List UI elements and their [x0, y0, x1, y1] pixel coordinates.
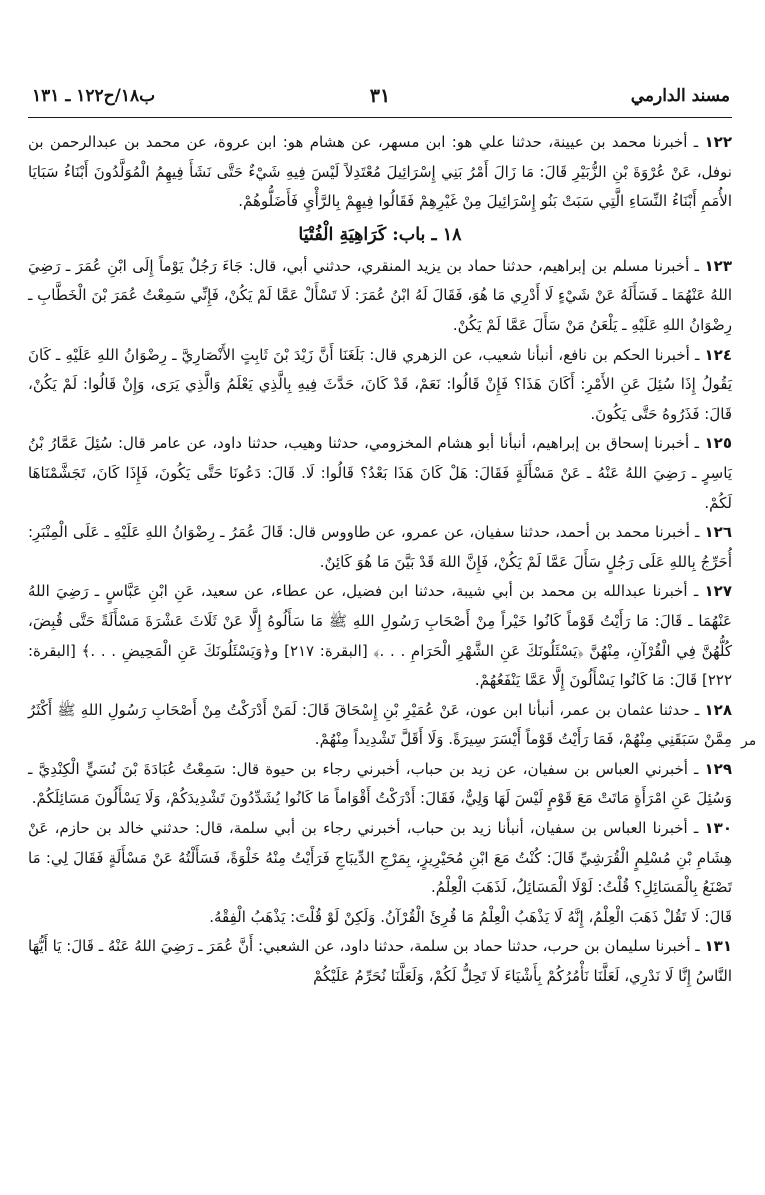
- page-header: [28, 84, 732, 114]
- hadith-text: ـ أخبرنا العباس بن سفيان، أنبأنا زيد بن حباب، أخبرني رجاء بن أبي سلمة، قال: حدثني خالد بن حازم، عَنْ هِشَامِ بْنِ مُسْلِمٍ الْقُرَشِيِّ قَالَ: كُنْتُ مَعَ ابْنِ مُحَيْرِيزٍ، بِمَرْجِ الدِّيبَاجِ فَرَأَيْتُ مِنْهُ خَلْوَةً، فَسَأَلْتُهُ عَنْ مَسْأَلَةٍ فَقَالَ لِي: مَا تَصْنَعُ بِالْمَسَائِلِ؟ قُلْتُ: لَوْلَا الْمَسَائِلُ، لَذَهَبَ الْعِلْمُ.: [28, 819, 732, 897]
- hadith-number: ١٢٨: [704, 700, 732, 719]
- hadith-130: [28, 814, 732, 903]
- hadith-text: ـ أخبرنا عبدالله بن محمد بن أبي شيبة، حدثنا ابن فضيل، عن عطاء، عن سعيد، عَنِ ابْنِ عَبَّاسٍ ـ رَضِيَ اللهُ عَنْهُمَا ـ قَالَ: مَا رَأَيْتُ قَوْماً كَانُوا خَيْراً مِنْ أَصْحَابِ رَسُولِ اللهِ ﷺ مَا سَأَلُوهُ إِلَّا عَنْ ثَلَاثَ عَشْرَةَ مَسْأَلَةً حَتَّى قُبِضَ، كُلُّهُنَّ فِي الْقُرْآنِ، مِنْهُنَّ ﴿يَسْئَلُونَكَ عَنِ الشَّهْرِ الْحَرَامِ . . .﴾ [البقرة: ٢١٧] و﴿وَيَسْئَلُونَكَ عَنِ الْمَحِيضِ . . .﴾ [البقرة: ٢٢٢] قَالَ: مَا كَانُوا يَسْأَلُونَ إِلَّا عَمَّا يَنْفَعُهُمْ.: [28, 582, 733, 690]
- hadith-122: [28, 128, 732, 217]
- hadith-text: ـ أخبرنا الحكم بن نافع، أنبأنا شعيب، عن الزهري قال: بَلَغَنَا أَنَّ زَيْدَ بْنَ ثَابِتٍ الأَنْصَارِيَّ ـ رِضْوَانُ اللهِ عَلَيْهِ ـ كَانَ يَقُولُ إِذَا سُئِلَ عَنِ الأَمْرِ: أَكَانَ هَذَا؟ فَإِنْ قَالُوا: نَعَمْ، قَدْ كَانَ، حَدَّثَ فِيهِ بِالَّذِي يَعْلَمُ وَالَّذِي يَرَى، وَإِنْ قَالُوا: لَمْ يَكُنْ، قَالَ: فَذَرُوهُ حَتَّى يَكُونَ.: [28, 345, 732, 423]
- header-rule: [28, 117, 732, 118]
- hadith-text: ـ أخبرنا محمد بن عيينة، حدثنا علي هو: ابن مسهر، عن هشام هو: ابن عروة، عن محمد بن عبدالرحمن بن نوفل، عَنْ عُرْوَةَ بْنِ الزُّبَيْرِ قَالَ: مَا زَالَ أَمْرُ بَنِي إِسْرَائِيلَ مُعْتَدِلاً لَيْسَ فِيهِ شَيْءٌ حَتَّى نَشَأَ فِيهِمُ الْمُوَلَّدُونَ أَبْنَاءُ سَبَايَا الأُمَمِ أَبْنَاءُ النِّسَاءِ الَّتِي سَبَتْ بَنُو إِسْرَائِيلَ مِنْ غَيْرِهِمْ فَقَالُوا فِيهِمْ بِالرَّأْيِ فَأَضَلُّوهُمْ.: [28, 133, 732, 211]
- book-title: مسند الدارمي: [630, 86, 730, 106]
- hadith-124: [28, 341, 732, 430]
- hadith-129: [28, 755, 732, 814]
- page-body: [28, 128, 732, 992]
- hadith-text: قَالَ: لَا تَقُلْ ذَهَبَ الْعِلْمُ، إِنَّهُ لَا يَذْهَبُ الْعِلْمُ مَا قُرِئَ الْقُرْآنُ. وَلَكِنْ لَوْ قُلْتَ: يَذْهَبُ الْفِقْهُ.: [209, 907, 732, 926]
- hadith-127: [28, 577, 732, 695]
- margin-note: مر: [741, 733, 757, 749]
- page-number: ٣١: [369, 85, 391, 107]
- hadith-text: ـ أخبرني العباس بن سفيان، عن زيد بن حباب، أخبرني رجاء بن حيوة قال: سَمِعْتُ عُبَادَةَ بْنَ نُسَيٍّ الْكِنْدِيَّ ـ وَسُئِلَ عَنِ امْرَأَةٍ مَاتَتْ مَعَ قَوْمٍ لَيْسَ لَهَا وَلِيٌّ، فَقَالَ: أَدْرَكْتُ أَقْوَاماً مَا كَانُوا يُشَدِّدُونَ تَشْدِيدَكُمْ، وَلَا يَسْأَلُونَ مَسَائِلَكُمْ.: [28, 759, 732, 808]
- hadith-number: ١٢٥: [704, 434, 732, 453]
- hadith-text: ـ حدثنا عثمان بن عمر، أنبأنا ابن عون، عَنْ عُمَيْرِ بْنِ إِسْحَاقَ قَالَ: لَمَنْ أَدْرَكْتُ مِنْ أَصْحَابِ رَسُولِ اللهِ ﷺ أَكْثَرُ مِمَّنْ سَبَقَنِي مِنْهُمْ، فَمَا رَأَيْتُ قَوْماً أَيْسَرَ سِيرَةً. وَلَا أَقَلَّ تَشْدِيداً مِنْهُمْ.: [28, 700, 732, 749]
- hadith-number: ١٣١: [704, 937, 732, 956]
- hadith-128: [28, 696, 732, 755]
- hadith-130-continuation: [28, 903, 732, 933]
- chapter-hadith-ref: ب١٨/ح١٢٢ ـ ١٣١: [32, 86, 156, 106]
- hadith-number: ١٢٩: [704, 759, 732, 778]
- hadith-number: ١٢٧: [704, 582, 732, 601]
- chapter-heading: ١٨ ـ باب: كَرَاهِيَةِ الْفُتْيَا: [298, 224, 462, 245]
- hadith-number: ١٢٦: [704, 523, 732, 542]
- hadith-number: ١٢٣: [704, 256, 732, 275]
- hadith-text: ـ أخبرنا سليمان بن حرب، حدثنا حماد بن سلمة، حدثنا داود، عن الشعبي: أَنَّ عُمَرَ ـ رَضِيَ اللهُ عَنْهُ ـ قَالَ: يَا أَيُّهَا النَّاسُ إِنَّا لَا نَدْرِي، لَعَلَّنَا نَأْمُرُكُمْ بِأَشْيَاءَ لَا تَحِلُّ لَكُمْ، وَلَعَلَّنَا نُحَرِّمُ عَلَيْكُمْ: [28, 937, 732, 986]
- hadith-text: ـ أخبرنا محمد بن أحمد، حدثنا سفيان، عن عمرو، عن طاووس قال: قَالَ عُمَرُ ـ رِضْوَانُ اللهِ عَلَيْهِ ـ عَلَى الْمِنْبَرِ: أُحَرِّجُ بِاللهِ عَلَى رَجُلٍ سَأَلَ عَمَّا لَمْ يَكُنْ، فَإِنَّ اللهَ قَدْ بَيَّنَ مَا هُوَ كَائِنٌ.: [28, 523, 732, 571]
- hadith-123: [28, 252, 732, 341]
- hadith-131: [28, 932, 732, 991]
- hadith-126: [28, 518, 732, 577]
- hadith-text: ـ أخبرنا مسلم بن إبراهيم، حدثنا حماد بن يزيد المنقري، حدثني أبي، قال: جَاءَ رَجُلٌ يَوْماً إِلَى ابْنِ عُمَرَ ـ رَضِيَ اللهُ عَنْهُمَا ـ فَسَأَلَهُ عَنْ شَيْءٍ لَا أَدْرِي مَا هُوَ، فَقَالَ لَهُ ابْنُ عُمَرَ: لَا تَسْأَلْ عَمَّا لَمْ يَكُنْ، فَإِنِّي سَمِعْتُ عُمَرَ بْنَ الْخَطَّابِ ـ رِضْوَانُ اللهِ عَلَيْهِ ـ يَلْعَنُ مَنْ سَأَلَ عَمَّا لَمْ يَكُنْ.: [28, 256, 732, 334]
- hadith-number: ١٢٢: [704, 133, 732, 151]
- hadith-number: ١٣٠: [704, 819, 732, 838]
- hadith-number: ١٢٤: [704, 345, 732, 364]
- hadith-125: [28, 429, 732, 518]
- hadith-text: ـ أخبرنا إسحاق بن إبراهيم، أنبأنا أبو هشام المخزومي، حدثنا وهيب، حدثنا داود، عن عامر قال: سُئِلَ عَمَّارُ بْنُ يَاسِرٍ ـ رَضِيَ اللهُ عَنْهُ ـ عَنْ مَسْأَلَةٍ فَقَالَ: هَلْ كَانَ هَذَا بَعْدُ؟ قَالُوا: لَا. قَالَ: دَعُونَا حَتَّى يَكُونَ، فَإِذَا كَانَ، تَجَشَّمْنَاهَا لَكُمْ.: [28, 434, 732, 512]
